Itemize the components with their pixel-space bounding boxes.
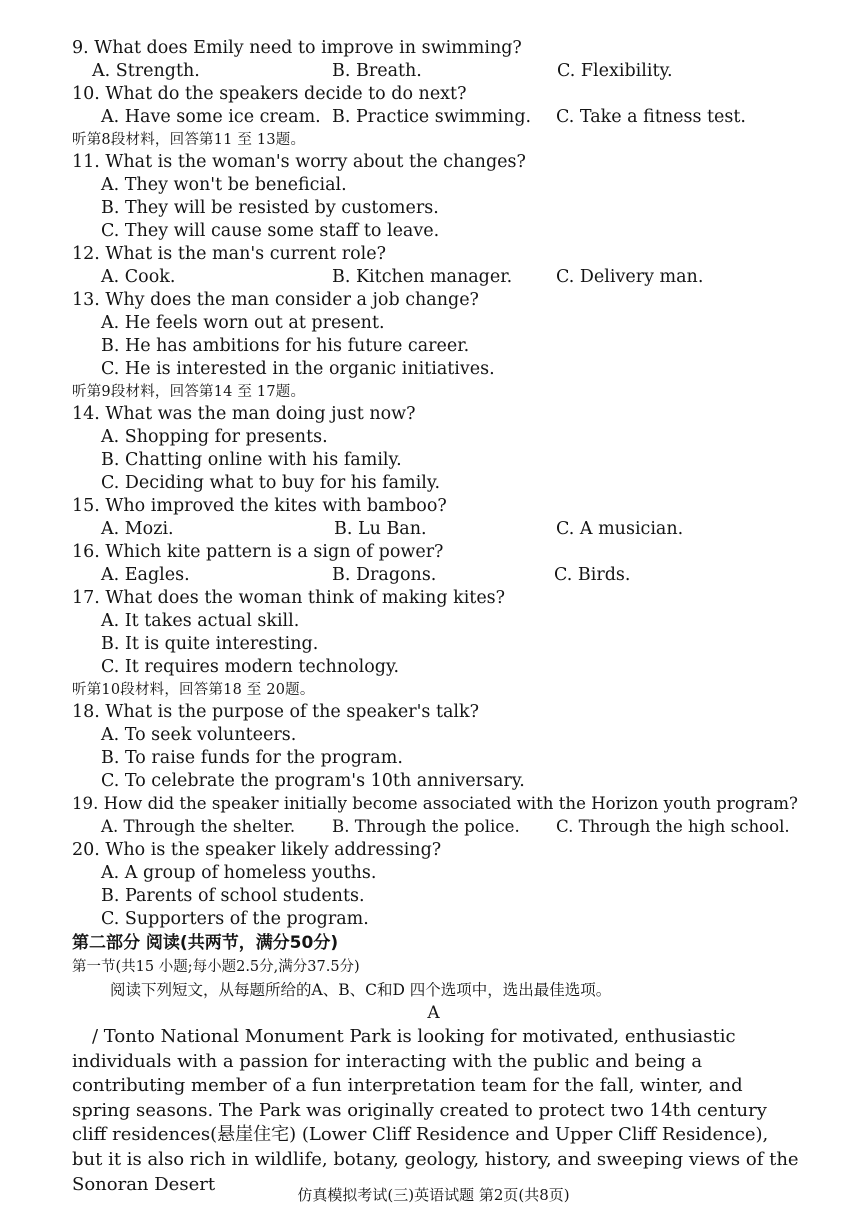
listening-note-9: 听第9段材料，回答第14 至 17题。	[72, 384, 306, 400]
option-a: A. Strength.	[92, 61, 200, 81]
option-b: B. They will be resisted by customers.	[101, 198, 439, 218]
question-16-options	[101, 564, 631, 586]
question-10-options	[101, 106, 746, 128]
question-9-options	[92, 60, 673, 82]
option-a: A. A group of homeless youths.	[101, 863, 377, 883]
option-b: B. Breath.	[332, 61, 422, 81]
question-19: 19. How did the speaker initially become associated with the Horizon youth program?	[72, 794, 798, 813]
question-15: 15. Who improved the kites with bamboo?	[72, 496, 447, 516]
option-a: A. Mozi.	[101, 519, 174, 539]
option-a: A. Have some ice cream.	[101, 107, 321, 127]
option-b: B. It is quite interesting.	[101, 634, 319, 654]
option-c: C. They will cause some staff to leave.	[101, 221, 440, 241]
option-a: A. Shopping for presents.	[101, 427, 328, 447]
option-c: C. It requires modern technology.	[101, 657, 400, 677]
option-c: C. Deciding what to buy for his family.	[101, 473, 441, 493]
option-b: B. Practice swimming.	[332, 107, 532, 127]
option-c: C. Supporters of the program.	[101, 909, 369, 929]
question-14: 14. What was the man doing just now?	[72, 404, 416, 424]
option-a: A. Cook.	[101, 267, 176, 287]
option-b: B. To raise funds for the program.	[101, 748, 403, 768]
option-a: A. Through the shelter.	[101, 817, 296, 836]
option-a: A. Eagles.	[101, 565, 190, 585]
option-a: A. He feels worn out at present.	[101, 313, 385, 333]
option-c: C. Flexibility.	[557, 61, 673, 81]
listening-note-10: 听第10段材料，回答第18 至 20题。	[72, 682, 315, 698]
passage-label: A	[427, 1003, 440, 1023]
option-c: C. Birds.	[554, 565, 631, 585]
option-b: B. Kitchen manager.	[332, 267, 513, 287]
option-c: C. Take a fitness test.	[556, 107, 746, 127]
option-c: C. To celebrate the program's 10th anniversary.	[101, 771, 525, 791]
question-12-options	[101, 266, 704, 288]
option-a: A. It takes actual skill.	[101, 611, 300, 631]
option-b: B. Lu Ban.	[334, 519, 427, 539]
option-b: B. Dragons.	[332, 565, 437, 585]
option-b: B. Chatting online with his family.	[101, 450, 402, 470]
question-19-options	[101, 816, 790, 838]
question-16: 16. Which kite pattern is a sign of power?	[72, 542, 444, 562]
option-c: C. A musician.	[556, 519, 684, 539]
listening-note-8: 听第8段材料，回答第11 至 13题。	[72, 132, 306, 148]
question-13: 13. Why does the man consider a job change?	[72, 290, 479, 310]
option-a: A. They won't be beneficial.	[101, 175, 347, 195]
option-a: A. To seek volunteers.	[101, 725, 297, 745]
question-12: 12. What is the man's current role?	[72, 244, 386, 264]
instructions: 阅读下列短文，从每题所给的A、B、C和D 四个选项中，选出最佳选项。	[110, 981, 612, 999]
question-17: 17. What does the woman think of making kites?	[72, 588, 506, 608]
question-10: 10. What do the speakers decide to do next?	[72, 84, 467, 104]
subsection-title: 第一节(共15 小题;每小题2.5分,满分37.5分)	[72, 959, 360, 975]
question-15-options	[101, 518, 684, 540]
question-9: 9. What does Emily need to improve in swimming?	[72, 38, 522, 58]
passage-paragraph: / Tonto National Monument Park is looking for motivated, enthusiastic individuals with a passion for interacting with the public and being a contributing member of a fun interpretation team for the fall, winter, and spring seasons. The Park was originally created to protect two 14th century cliff residences(悬崖住宅) (Lower Cliff Residence and Upper Cliff Residence), but it is also rich in wildlife, botany, geology, history, and sweeping views of the Sonoran Desert	[72, 1026, 799, 1195]
option-b: B. Parents of school students.	[101, 886, 365, 906]
option-c: C. He is interested in the organic initiatives.	[101, 359, 495, 379]
section-title: 第二部分 阅读(共两节，满分50分)	[72, 933, 339, 953]
question-11: 11. What is the woman's worry about the changes?	[72, 152, 526, 172]
option-c: C. Through the high school.	[556, 817, 790, 836]
question-20: 20. Who is the speaker likely addressing?	[72, 840, 442, 860]
option-b: B. Through the police.	[332, 817, 520, 836]
option-c: C. Delivery man.	[556, 267, 704, 287]
page-footer: 仿真模拟考试(三)英语试题 第2页(共8页)	[297, 1186, 570, 1204]
question-18: 18. What is the purpose of the speaker's talk?	[72, 702, 480, 722]
option-b: B. He has ambitions for his future career.	[101, 336, 470, 356]
